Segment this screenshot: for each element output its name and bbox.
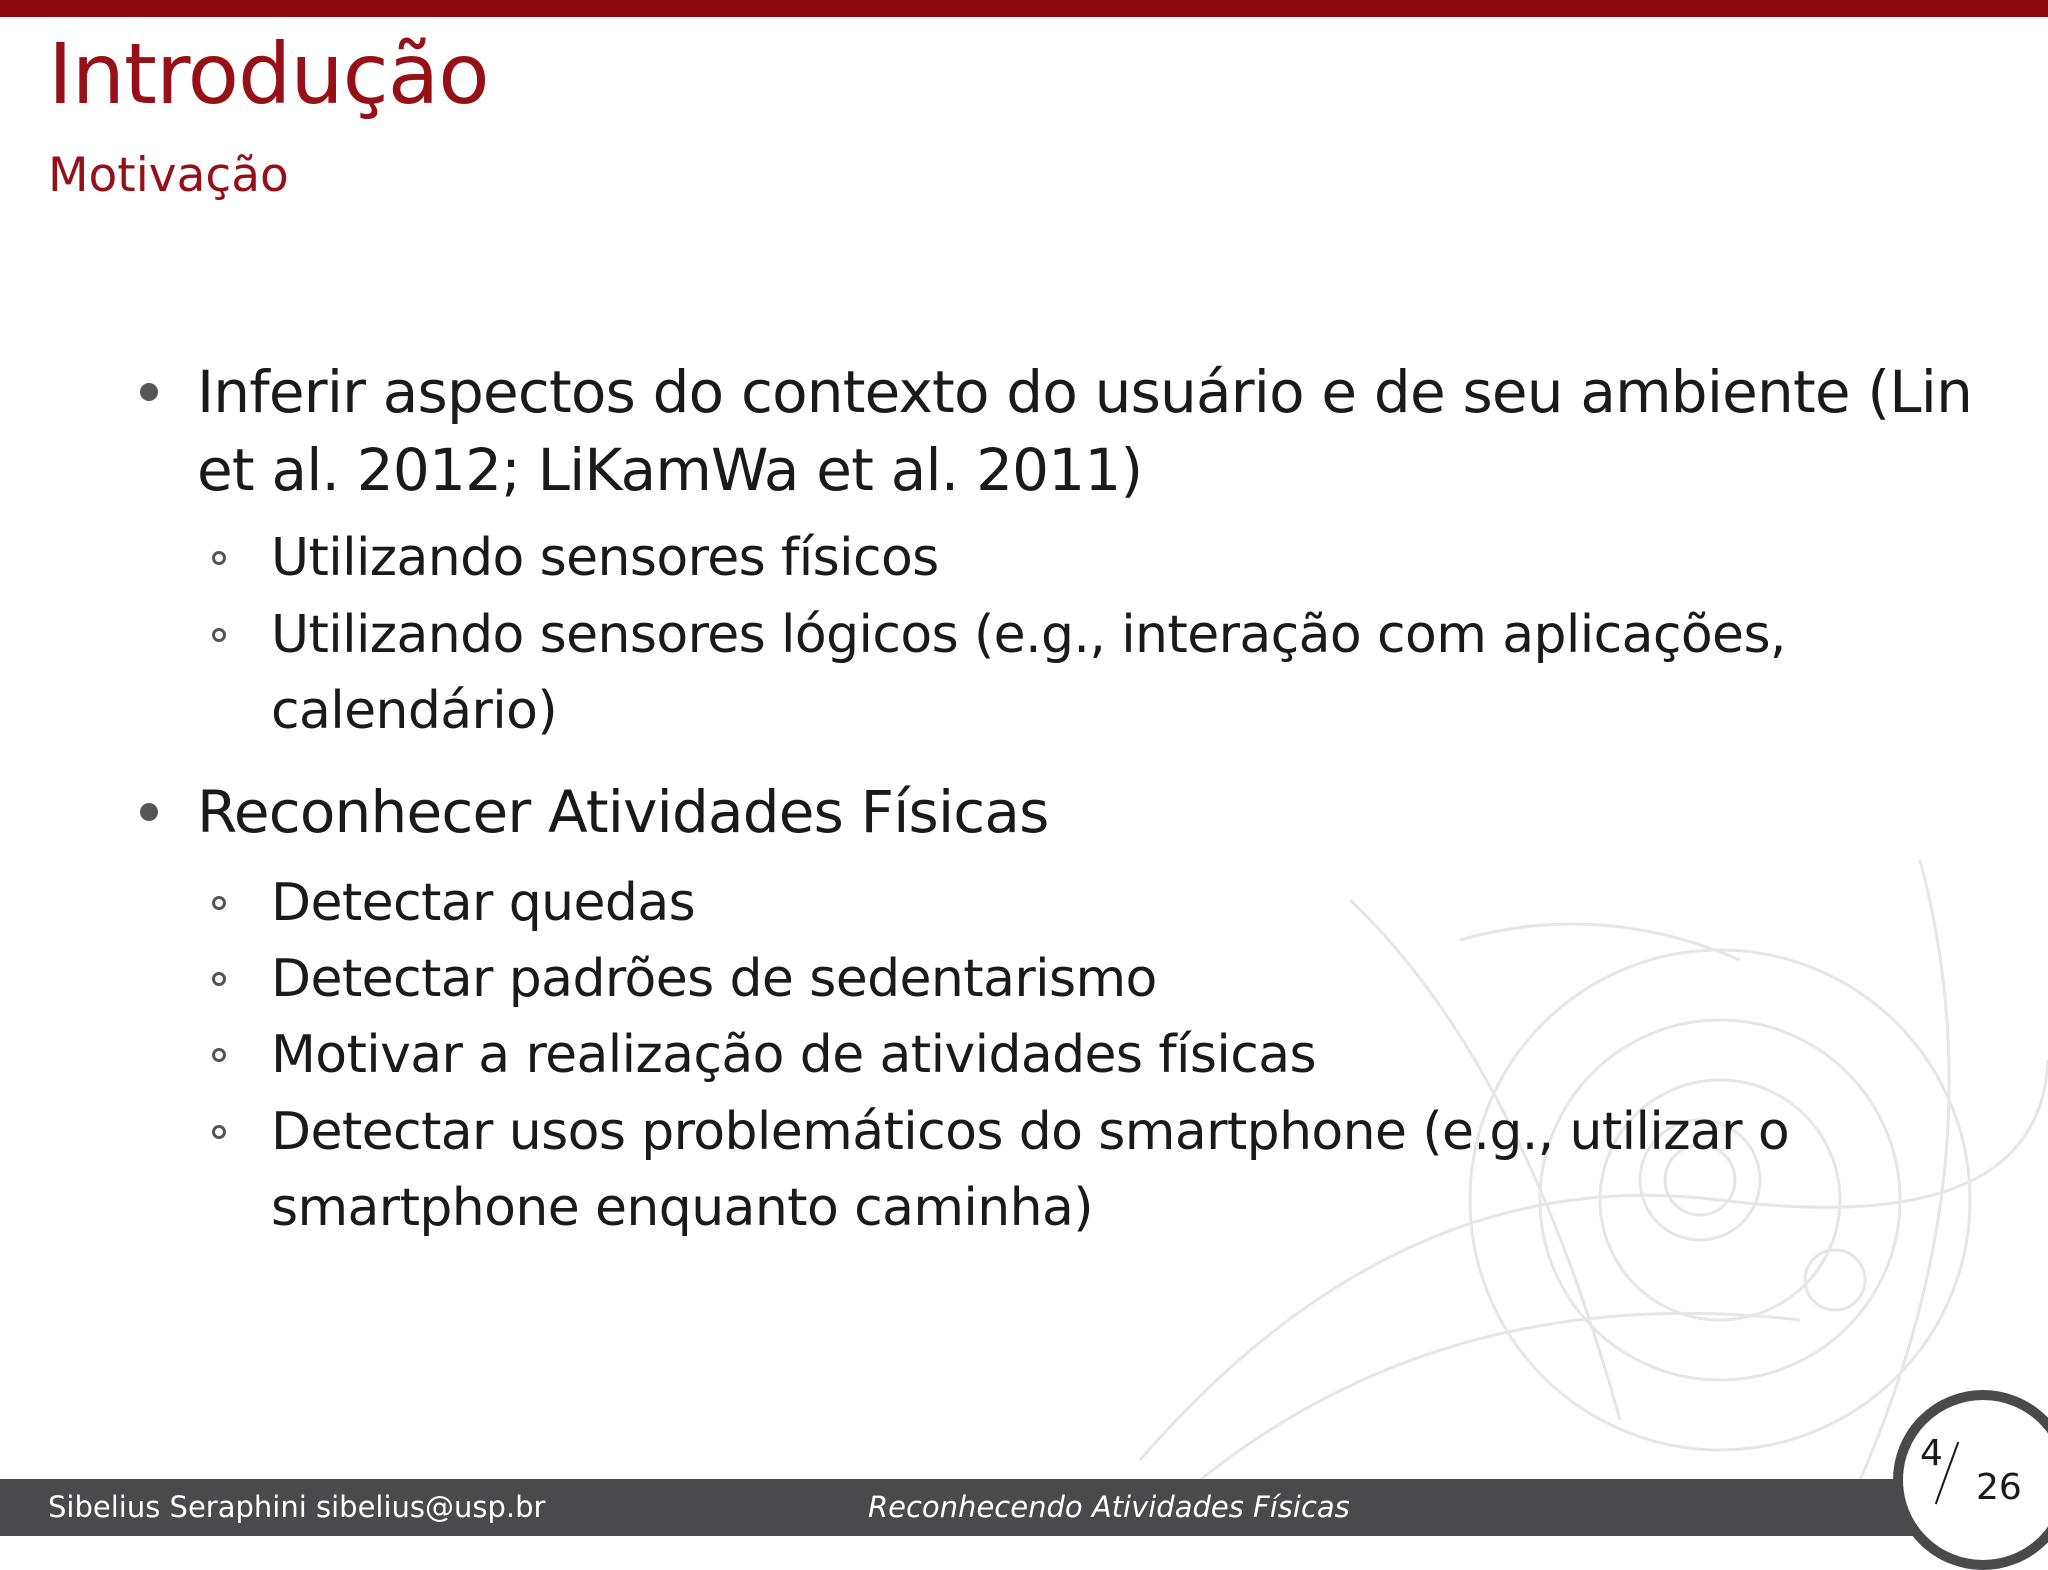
bullet-dot bbox=[140, 803, 158, 821]
bullet-dot bbox=[140, 383, 158, 401]
page-current-number: 4 bbox=[1920, 1433, 1943, 1474]
sub-bullet-text: Utilizando sensores lógicos (e.g., interação com aplicações, bbox=[271, 605, 1786, 665]
sub-bullet-text: Utilizando sensores físicos bbox=[271, 528, 939, 588]
footer-presentation-title: Reconhecendo Atividades Físicas bbox=[868, 1490, 1350, 1524]
sub-bullet-text-continuation: smartphone enquanto caminha) bbox=[271, 1178, 1093, 1238]
sub-bullet-circle bbox=[212, 972, 226, 986]
top-accent-bar bbox=[0, 0, 2048, 17]
bullet-text: Inferir aspectos do contexto do usuário e de seu ambiente (Lin bbox=[197, 358, 1973, 426]
page-total-number: 26 bbox=[1976, 1467, 2022, 1508]
sub-bullet-circle bbox=[212, 628, 226, 642]
sub-bullet-circle bbox=[212, 896, 226, 910]
sub-bullet-text: Detectar usos problemáticos do smartphone (e.g., utilizar o bbox=[271, 1102, 1790, 1162]
sub-bullet-circle bbox=[212, 1048, 226, 1062]
slide-subtitle: Motivação bbox=[48, 148, 289, 203]
slide-title: Introdução bbox=[48, 25, 489, 123]
sub-bullet-circle bbox=[212, 551, 226, 565]
sub-bullet-text: Detectar padrões de sedentarismo bbox=[271, 949, 1157, 1009]
sub-bullet-circle bbox=[212, 1125, 226, 1139]
bullet-text-continuation: et al. 2012; LiKamWa et al. 2011) bbox=[197, 436, 1143, 504]
footer-bar bbox=[0, 1479, 2048, 1536]
sub-bullet-text-continuation: calendário) bbox=[271, 681, 558, 741]
footer-email: sibelius@usp.br bbox=[316, 1490, 546, 1524]
bullet-text: Reconhecer Atividades Físicas bbox=[197, 778, 1049, 846]
sub-bullet-text: Motivar a realização de atividades físicas bbox=[271, 1025, 1316, 1085]
sub-bullet-text: Detectar quedas bbox=[271, 873, 696, 933]
footer-author: Sibelius Seraphini bbox=[48, 1490, 307, 1524]
